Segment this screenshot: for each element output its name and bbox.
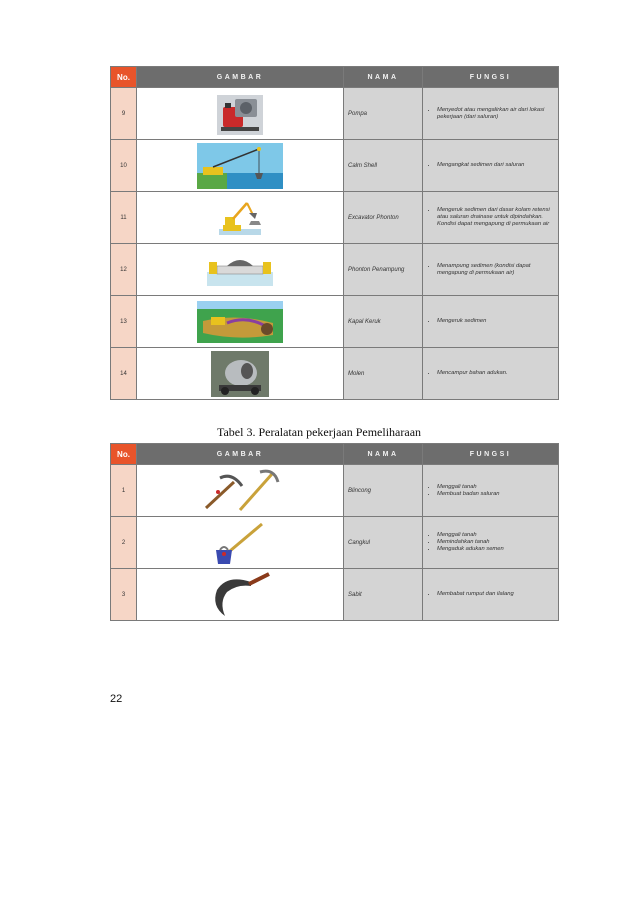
ponton-excavator-image <box>215 195 265 241</box>
tool-name: Excavator Phonton <box>344 192 423 244</box>
page-number: 22 <box>110 693 123 705</box>
header-gambar: GAMBAR <box>137 444 344 465</box>
header-nama: NAMA <box>344 67 423 88</box>
tool-name: Sabit <box>344 569 423 621</box>
table-header-row <box>111 67 559 88</box>
row-number: 2 <box>111 517 137 569</box>
tool-name: Kapal Keruk <box>344 296 423 348</box>
tool-name: Calm Shell <box>344 140 423 192</box>
row-number: 11 <box>111 192 137 244</box>
concrete-mixer-image <box>211 351 269 397</box>
function-item: • Mencampur bahan adukan. <box>437 370 552 377</box>
table-row <box>111 88 559 140</box>
header-fungsi: FUNGSI <box>423 67 559 88</box>
clam-shell-crane-image <box>197 143 283 189</box>
table-caption: Tabel 3. Peralatan pekerjaan Pemeliharaan <box>216 425 422 439</box>
table-row <box>111 192 559 244</box>
pump-image <box>215 91 265 137</box>
header-fungsi: FUNGSI <box>423 444 559 465</box>
row-number: 14 <box>111 348 137 400</box>
tool-name: Blincong <box>344 465 423 517</box>
header-no: No. <box>111 444 137 465</box>
table-header-row <box>111 444 559 465</box>
row-number: 9 <box>111 88 137 140</box>
tool-name: Cangkul <box>344 517 423 569</box>
table-row <box>111 517 559 569</box>
header-no: No. <box>111 67 137 88</box>
function-item: • Menggali tanah <box>437 484 552 491</box>
header-gambar: GAMBAR <box>137 67 344 88</box>
tool-name: Molen <box>344 348 423 400</box>
table-row <box>111 465 559 517</box>
table-row <box>111 348 559 400</box>
function-item: • Menyedot atau mengalirkan air dari lokasi pekerjaan (dari saluran) <box>437 107 552 121</box>
row-number: 12 <box>111 244 137 296</box>
equipment-table-2 <box>110 443 559 621</box>
row-number: 10 <box>111 140 137 192</box>
row-number: 3 <box>111 569 137 621</box>
table-row <box>111 140 559 192</box>
tool-name: Pompa <box>344 88 423 140</box>
tool-name: Phonton Penampung <box>344 244 423 296</box>
function-item: • Membabat rumput dan ilalang <box>437 591 552 598</box>
function-item: • Mengeruk sedimen dari dasar kolam retensi atau saluran drainase untuk dipindahkan. Kondisi dapat mengapung di permukaan air <box>437 207 552 228</box>
pickaxe-image <box>200 468 280 514</box>
table-row <box>111 244 559 296</box>
hoe-image <box>210 520 270 566</box>
function-item: • Mengaduk adukan semen <box>437 546 552 553</box>
function-item: • Mengeruk sedimen <box>437 318 552 325</box>
function-item: • Memindahkan tanah <box>437 539 552 546</box>
function-item: • Mengangkat sedimen dari saluran <box>437 162 552 169</box>
function-item: • Menampung sedimen (kondisi dapat mengapung di permukaan air) <box>437 263 552 277</box>
storage-ponton-image <box>207 250 273 290</box>
equipment-table-1 <box>110 66 559 400</box>
dredger-ship-image <box>197 301 283 343</box>
table-row <box>111 296 559 348</box>
function-item: • Menggali tanah <box>437 532 552 539</box>
sickle-image <box>205 572 275 618</box>
table-row <box>111 569 559 621</box>
function-item: • Membuat badan saluran <box>437 491 552 498</box>
header-nama: NAMA <box>344 444 423 465</box>
row-number: 13 <box>111 296 137 348</box>
row-number: 1 <box>111 465 137 517</box>
